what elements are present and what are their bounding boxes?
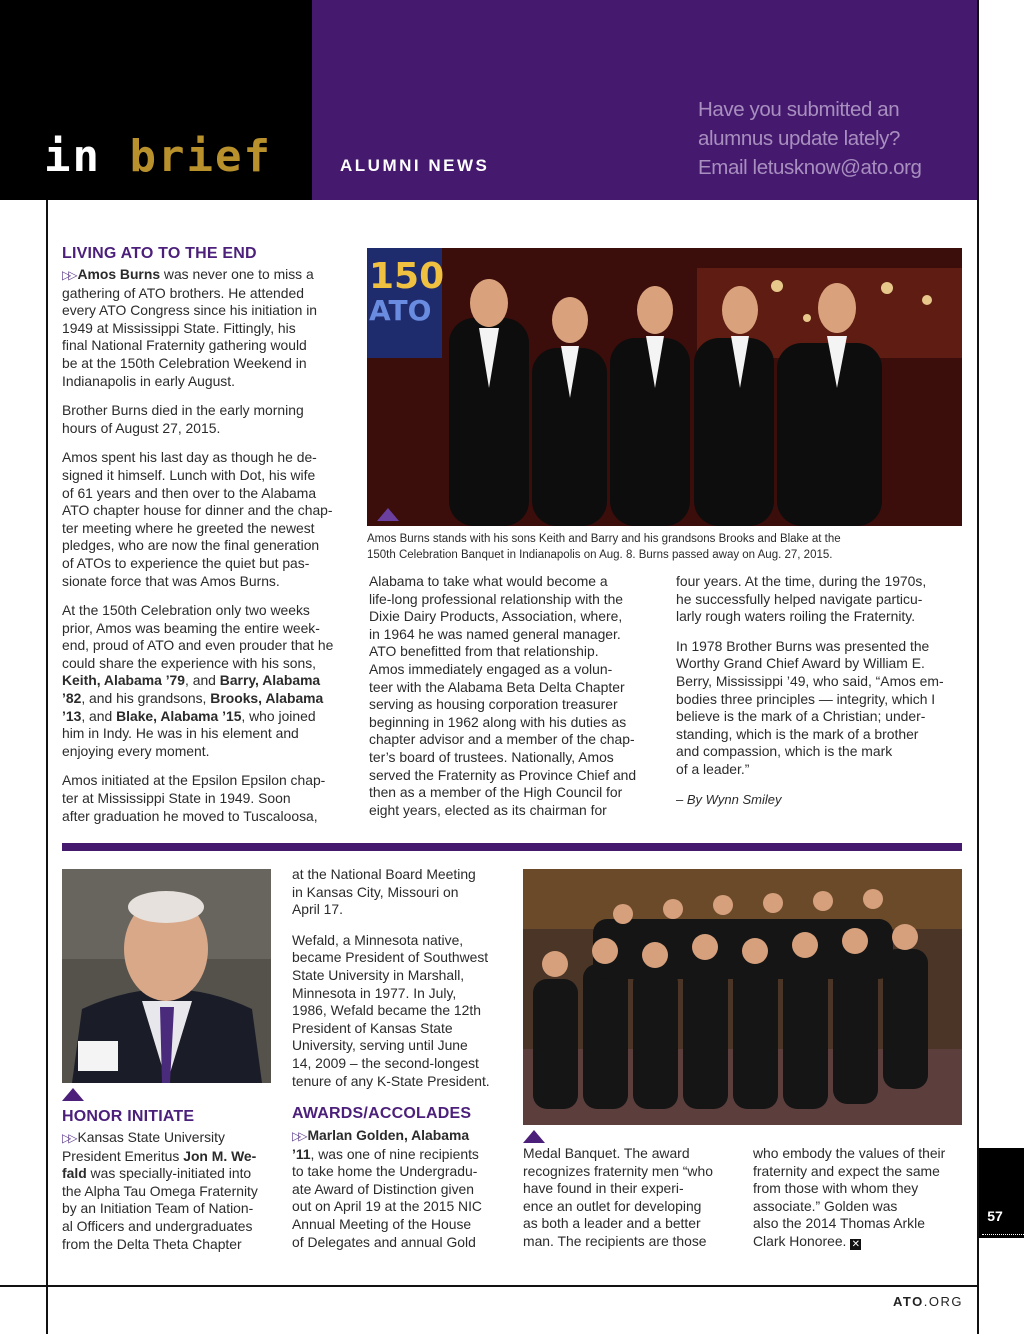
honor-initiate-heading: HONOR INITIATE <box>62 1108 195 1125</box>
logo-brief: brief <box>129 131 272 182</box>
triangle-marker-icon <box>377 508 399 521</box>
left-rule <box>46 200 48 1334</box>
triangle-marker-icon <box>523 1130 545 1143</box>
living-ato-column-3: four years. At the time, during the 1970s, he successfully helped navigate particu- larly rough waters roiling the Fraternity. In 1978 Brother Burns was presented the Worthy Grand Chief Award by William E. Berry, Mississippi ’49, who said, “Amos em- bodies three principles — integrity, which I believe is the mark of a Christian; under- standing, which is the mark of a brother and compassion, which is the mark of a leader.” – By Wynn Smiley <box>676 573 966 808</box>
page-number-dots <box>982 1234 1024 1235</box>
byline: – By Wynn Smiley <box>676 791 782 807</box>
promo-line: alumnus update lately? <box>698 127 901 150</box>
awards-heading: AWARDS/ACCOLADES <box>292 1105 472 1122</box>
honor-initiate-text: ▷▷ Kansas State University President Emeritus Jon M. We- fald was specially-initiated into the Alpha Tau Omega Fraternity by an Initiation Team of Nation- al Officers and undergraduates from the Delta Theta Chapter <box>62 1129 258 1252</box>
section-divider <box>62 843 962 851</box>
burns-family-photo <box>367 248 962 526</box>
right-rule <box>977 0 979 1334</box>
page-number-tab <box>979 1148 1024 1238</box>
double-chevron-icon: ▷▷ <box>62 268 75 282</box>
page-number: 57 <box>987 1208 1003 1224</box>
double-chevron-icon: ▷▷ <box>62 1131 75 1145</box>
in-brief-logo <box>44 132 272 182</box>
triangle-marker-icon <box>62 1088 84 1101</box>
honor-initiate-continued: at the National Board Meeting in Kansas City, Missouri on April 17. Wefald, a Minnesota native, became President of Southwest State University in Marshall, Minnesota in 1977. In July, 1986, Wefald became the 12th President of Kansas State University, serving until June 14, 2009 – the second-longest tenure of any K-State President. <box>292 866 490 1089</box>
nic-group-photo <box>523 869 962 1125</box>
awards-column-2: Medal Banquet. The award recognizes fraternity men “who have found in their experi- ence an outlet for developing as both a leader and a better man. The recipients are those <box>523 1145 713 1249</box>
photo-sign-ato: ATO <box>369 294 432 327</box>
living-ato-column-1: ▷▷ Amos Burns was never one to miss a gathering of ATO brothers. He attended every ATO Congress since his initiation in 1949 at Mississippi State. Fittingly, his final National Fraternity gathering would be at the 150th Celebration Weekend in Indianapolis in early August. Brother Burns died in the early morning hours of August 27, 2015. Amos spent his last day as though he de- signed it himself. Lunch with Dot, his wife of 61 years and then over to the Alabama ATO chapter house for dinner and the chap- ter meeting where he greeted the newest pledges, who are now the final generation of ATOs to experience the quiet but pas- sionate force that was Amos Burns. At the 150th Celebration only two weeks prior, Amos was beaming the entire week- end, proud of ATO and even prouder that he could share the experience with his sons, Keith, Alabama ’79, and Barry, Alabama ’82, and his grandsons, Brooks, Alabama ’13, and Blake, Alabama ’15, who joined him in Indy. He was in his element and enjoying every moment. Amos initiated at the Epsilon Epsilon chap- ter at Mississippi State in 1949. Soon after graduation he moved to Tuscaloosa, <box>62 266 334 824</box>
photo-caption: Amos Burns stands with his sons Keith and Barry and his grandsons Brooks and Blake at the 150th Celebration Banquet in Indianapolis on Aug. 8. Burns passed away on Aug. 27, 2015. <box>367 533 841 561</box>
end-mark-icon: ✕ <box>851 1238 860 1250</box>
promo-email-line[interactable]: Email letusknow@ato.org <box>698 156 922 179</box>
double-chevron-icon: ▷▷ <box>292 1129 305 1143</box>
living-ato-column-2: Alabama to take what would become a life-long professional relationship with the Dixie Dairy Products, Association, where, in 1964 he was named general manager. ATO benefitted from that relationship. Amos immediately engaged as a volun- teer with the Alabama Beta Delta Chapter serving as housing corporation treasurer beginning in 1962 along with his duties as chapter advisor and a member of the chap- ter’s board of trustees. Nationally, Amos served the Fraternity as Province Chief and then as a member of the High Council for eight years, elected as its chairman for <box>369 573 637 818</box>
promo-line: Have you submitted an <box>698 98 900 121</box>
site-url[interactable]: ATO.ORG <box>893 1294 963 1309</box>
awards-column-3: who embody the values of their fraternity and expect the same from those with whom they associate.” Golden was also the 2014 Thomas Arkle Clark Honoree. ✕ <box>753 1145 946 1250</box>
photo-sign-150: 150 <box>369 256 445 297</box>
update-promo <box>698 95 958 182</box>
logo-in: in <box>44 131 101 182</box>
living-ato-heading: LIVING ATO TO THE END <box>62 245 257 262</box>
awards-text: ▷▷ Marlan Golden, Alabama ’11, was one of nine recipients to take home the Undergradu- ate Award of Distinction given out on April 19 at the 2015 NIC Annual Meeting of the House of Delegates and annual Gold <box>292 1127 482 1250</box>
bottom-rule <box>0 1285 978 1287</box>
section-title: ALUMNI NEWS <box>340 156 490 175</box>
wefald-portrait <box>62 869 271 1083</box>
